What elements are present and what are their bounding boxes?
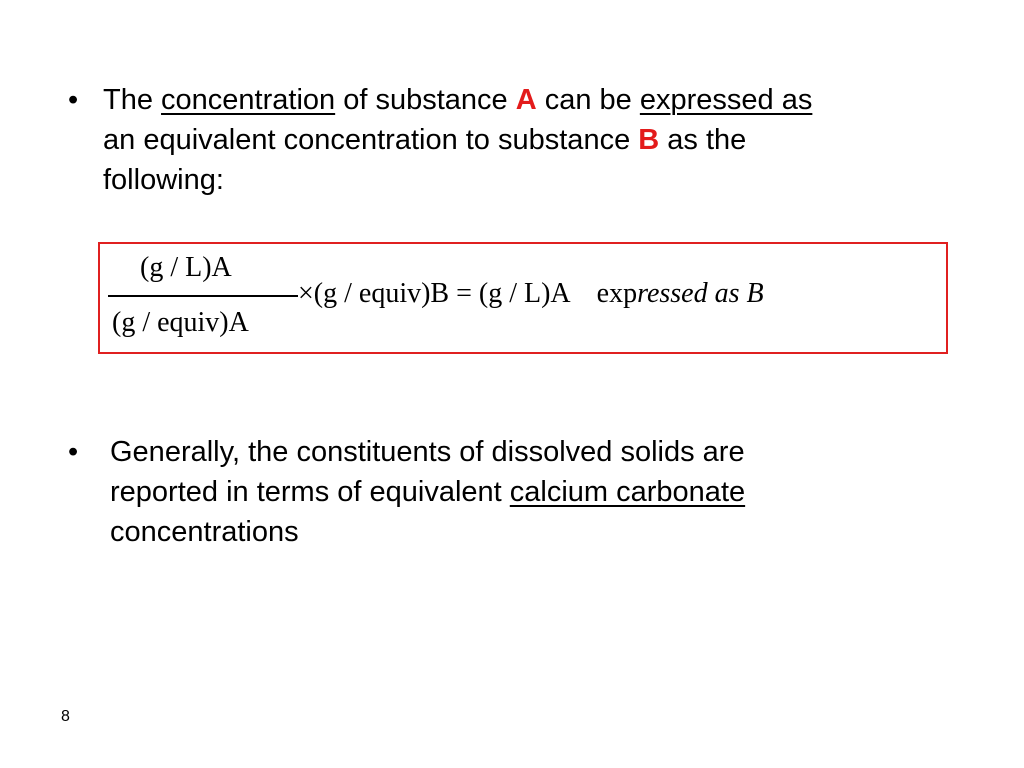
bullet-2-line-2 bbox=[110, 472, 745, 512]
text-run: can be bbox=[536, 84, 640, 116]
text-run: reported in terms of equivalent bbox=[110, 476, 510, 508]
bullet-dot: • bbox=[68, 436, 79, 468]
text-run: an equivalent concentration to substance bbox=[103, 124, 639, 156]
formula-numerator: (g / L)A bbox=[140, 252, 232, 283]
formula-tail: ressed as B bbox=[637, 278, 764, 309]
concentration-term: concentration bbox=[161, 84, 336, 116]
bullet-2-line-3: concentrations bbox=[110, 516, 299, 548]
page-number: 8 bbox=[61, 708, 70, 725]
fraction-bar bbox=[108, 295, 298, 297]
substance-a-label: A bbox=[515, 84, 537, 116]
text-run: The bbox=[103, 84, 162, 116]
bullet-2-line-1: Generally, the constituents of dissolved solids are bbox=[110, 436, 745, 468]
formula-middle: (g / equiv)B = (g / L)A bbox=[313, 278, 571, 309]
times-symbol: × bbox=[298, 278, 314, 309]
formula-box bbox=[98, 242, 948, 354]
bullet-1-line-1 bbox=[103, 80, 812, 120]
formula-denominator: (g / equiv)A bbox=[112, 307, 249, 338]
bullet-dot: • bbox=[68, 84, 79, 116]
bullet-1-line-3: following: bbox=[103, 164, 224, 196]
formula-exp: exp bbox=[596, 278, 638, 309]
calcium-carbonate-term: calcium carbonate bbox=[509, 476, 746, 508]
substance-b-label: B bbox=[638, 124, 660, 156]
expressed-as-term: expressed as bbox=[639, 84, 813, 116]
text-run: as the bbox=[659, 124, 747, 156]
bullet-2-text bbox=[110, 432, 745, 552]
text-run: of substance bbox=[335, 84, 516, 116]
bullet-1-line-2 bbox=[103, 120, 812, 160]
formula-rest bbox=[298, 278, 764, 310]
bullet-1-text bbox=[103, 80, 812, 200]
